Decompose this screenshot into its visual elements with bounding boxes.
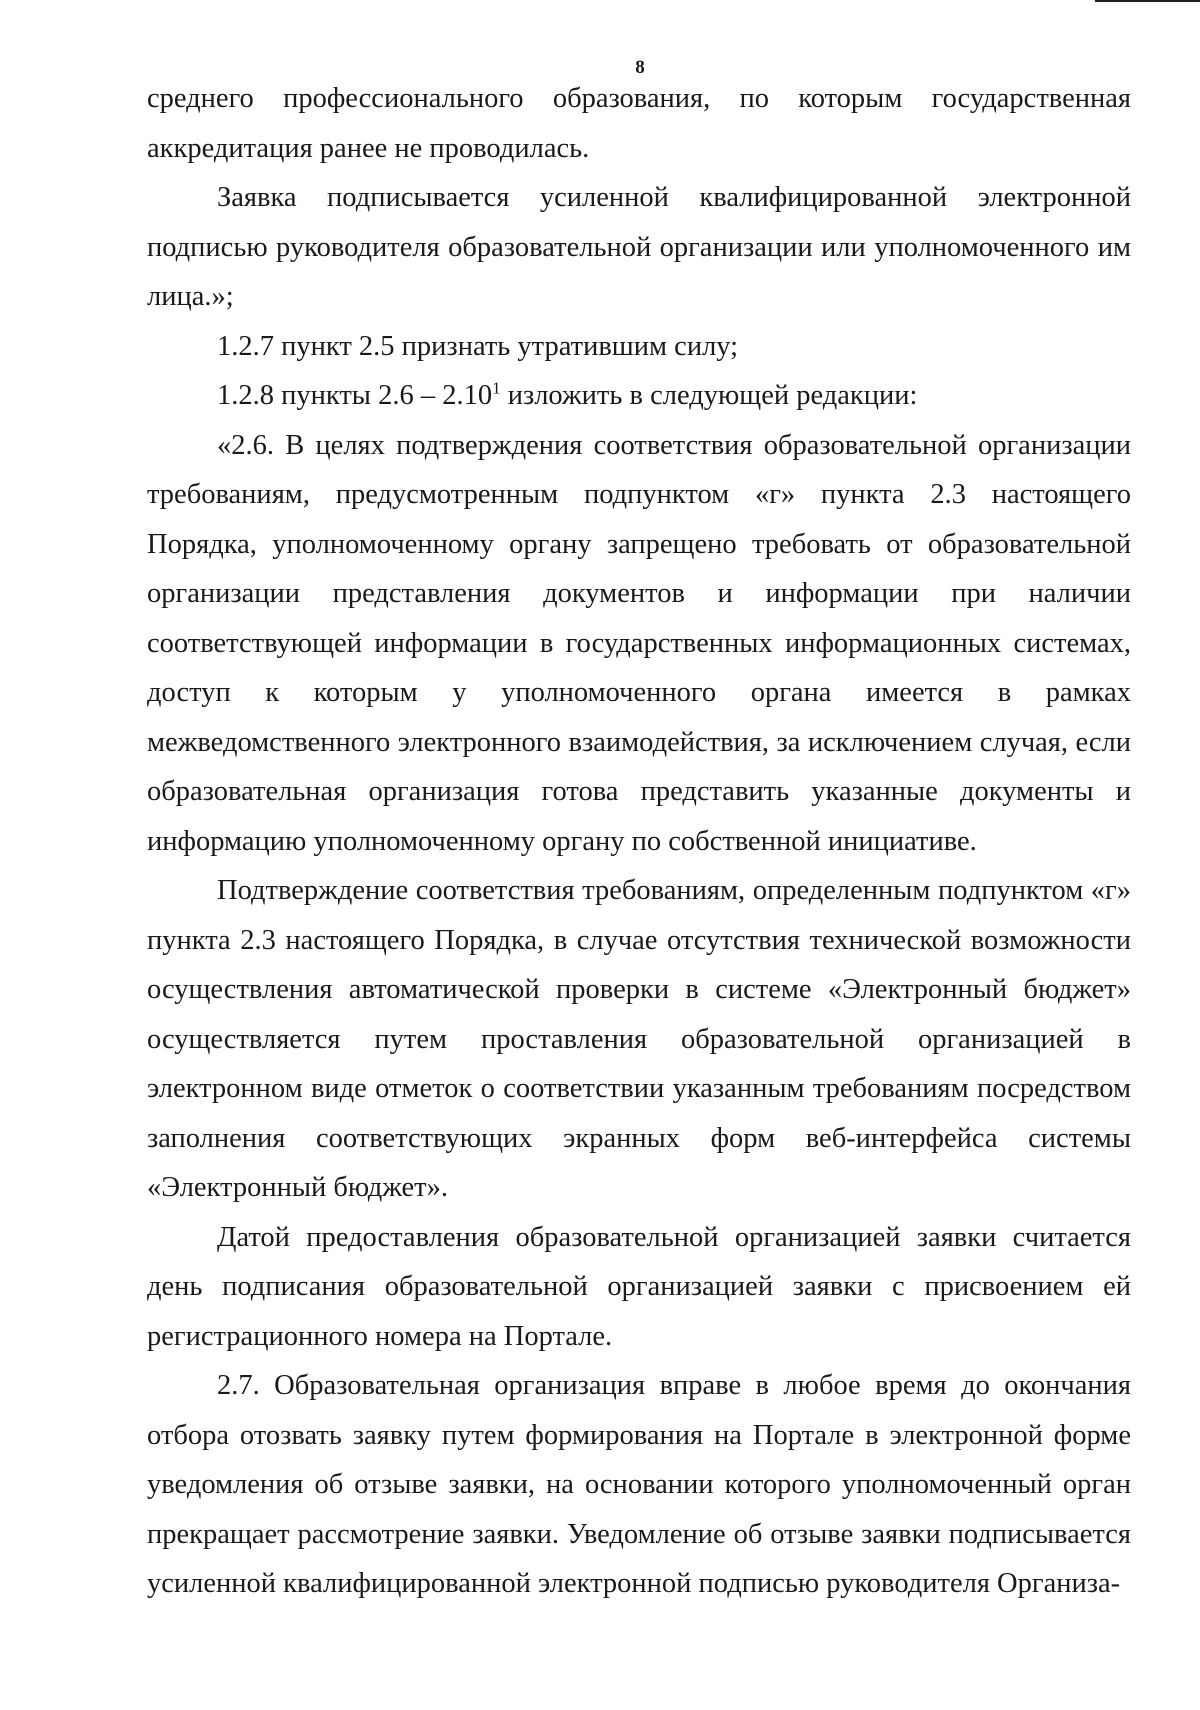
superscript-marker: 1 <box>492 378 501 398</box>
paragraph-section-2-7: 2.7. Образовательная организация вправе в любое время до окончания отбора отозвать заявку путем формирования на Портале в электронной форме уведомления об отзыве заявки, на основании которого уполномоченный орган прекращает рассмотрение заявки. Уведомление об отзыве заявки подписывается усиленной квалифицированной электронной подписью руководителя Организа- <box>147 1370 1131 1599</box>
paragraph-signature: Заявка подписывается усиленной квалифицированной электронной подписью руководителя образовательной организации или уполномоченного им лица.»; <box>147 182 1131 312</box>
paragraph-submission-date: Датой предоставления образовательной организацией заявки считается день подписания образовательной организацией заявки с присвоением ей регистрационного номера на Портале. <box>147 1221 1131 1352</box>
paragraph-section-2-6: «2.6. В целях подтверждения соответствия образовательной организации требованиям, предусмотренным подпунктом «г» пункта 2.3 настоящего Порядка, уполномоченному органу запрещено требовать от образовательной организации представления документов и информации при наличии соответствующей информации в государственных информационных системах, доступ к которым у уполномоченного органа имеется в рамках межведомственного электронного взаимодействия, за исключением случая, если образовательная организация готова представить указанные документы и информацию уполномоченному органу по собственной инициативе. <box>147 429 1131 857</box>
paragraph-continuation: среднего профессионального образования, по которым государственная аккредитация ранее не проводилась. <box>147 83 1131 164</box>
item-1-2-8-text-end: изложить в следующей редакции: <box>500 380 918 411</box>
page-number: 8 <box>635 57 645 78</box>
paragraph-confirmation: Подтверждение соответствия требованиям, определенным подпунктом «г» пункта 2.3 настоящего Порядка, в случае отсутствия технической возможности осуществления автоматической проверки в системе «Электронный бюджет» осуществляется путем проставления образовательной организацией в электронном виде отметок о соответствии указанным требованиям посредством заполнения соответствующих экранных форм веб-интерфейса системы «Электронный бюджет». <box>147 875 1131 1203</box>
item-1-2-8-text: 1.2.8 пункты 2.6 – 2.10 <box>217 380 493 411</box>
paragraph-item-1-2-7: 1.2.7 пункт 2.5 признать утратившим силу; <box>217 330 739 362</box>
scan-edge-line <box>1095 0 1200 2</box>
document-body <box>147 74 1131 1609</box>
paragraph-item-1-2-8 <box>147 371 1131 421</box>
